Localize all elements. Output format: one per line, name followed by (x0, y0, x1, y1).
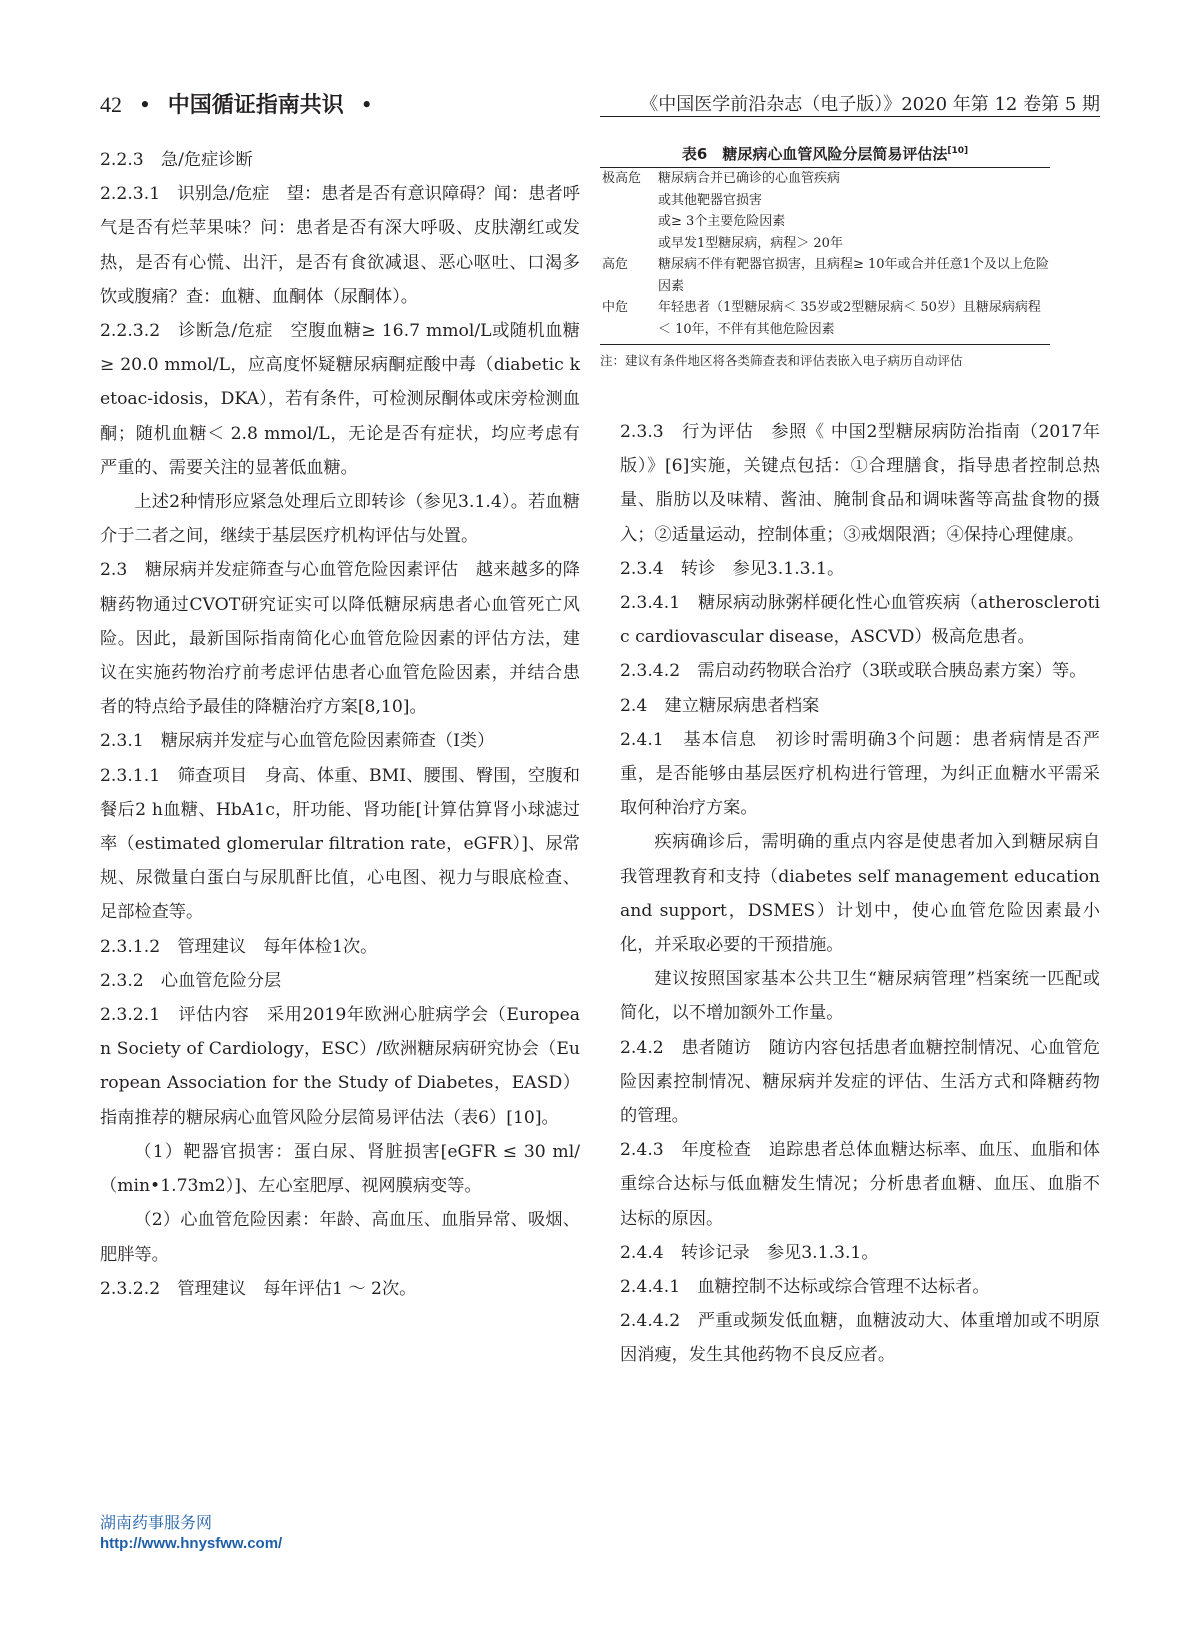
paragraph: 2.3.1.1 筛查项目 身高、体重、BMI、腰围、臀围，空腹和餐后2 h血糖、HbA1c，肝功能、肾功能[计算估算肾小球滤过率（estimated glomerular filtration rate，eGFR）]、尿常规、尿微量白蛋白与尿肌酐比值，心电图、视力与眼底检查、足部检查等。 (100, 765, 580, 923)
risk-description-line: 糖尿病合并已确诊的心血管疾病 (658, 171, 841, 186)
paragraph: 2.2.3.2 诊断急/危症 空腹血糖≥ 16.7 mmol/L或随机血糖≥ 20.0 mmol/L，应高度怀疑糖尿病酮症酸中毒（diabetic ketoac-idosis，DKA），若有条件，可检测尿酮体或床旁检测血酮；随机血糖＜ 2.8 mmol/L，无论是否有症状，均应考虑有严重的、需要关注的显著低血糖。 (100, 321, 580, 478)
paragraph: 2.2.3 急/危症诊断 (100, 150, 253, 170)
paragraph: 2.2.3.1 识别急/危症 望：患者是否有意识障碍？闻：患者呼气是否有烂苹果味？问：患者是否有深大呼吸、皮肤潮红或发热，是否有心慌、出汗，是否有食欲减退、恶心呕吐、口渴多饮或腹痛？查：血糖、血酮体（尿酮体）。 (100, 184, 580, 307)
table-body (600, 168, 1050, 340)
risk-level: 极高危 (602, 171, 642, 186)
paragraph: 2.3.4 转诊 参见3.1.3.1。 (620, 558, 845, 579)
table-row (600, 297, 1050, 340)
paragraph: 2.4.4.1 血糖控制不达标或综合管理不达标者。 (620, 1277, 990, 1298)
page-header (100, 88, 1100, 126)
risk-description (658, 168, 1050, 254)
footer-site-url[interactable]: http://www.hnysfww.com/ (100, 1535, 283, 1552)
table-bottom-rule (600, 344, 1050, 345)
paragraph: 2.3.1 糖尿病并发症与心血管危险因素筛查（Ⅰ类） (100, 731, 495, 752)
paragraph: 2.3.2.1 评估内容 采用2019年欧洲心脏病学会（European Society of Cardiology，ESC）/欧洲糖尿病研究协会（European Association for the Study of Diabetes，EASD）指南推荐的糖尿病心血管风险分层简易评估法（表6）[10]。 (100, 1005, 580, 1128)
footer-site-name: 湖南药事服务网 (100, 1515, 213, 1532)
paragraph: （2）心血管危险因素：年龄、高血压、血脂异常、吸烟、肥胖等。 (100, 1210, 580, 1265)
right-column (620, 415, 1100, 1373)
risk-level: 高危 (602, 257, 629, 272)
risk-description (658, 297, 1050, 340)
risk-description-line: 年轻患者（1型糖尿病＜ 35岁或2型糖尿病＜ 50岁）且糖尿病病程＜ 10年，不伴有其他危险因素 (658, 300, 1041, 337)
journal-info: 《中国医学前沿杂志（电子版）》2020 年第 12 卷第 5 期 (640, 94, 1100, 115)
table-title (600, 143, 1050, 165)
header-separator-1: • (138, 93, 152, 117)
paragraph: 2.4.3 年度检查 追踪患者总体血糖达标率、血压、血脂和体重综合达标与低血糖发生情况；分析患者血糖、血压、血脂不达标的原因。 (620, 1140, 1100, 1229)
paragraph: 2.4.4 转诊记录 参见3.1.3.1。 (620, 1242, 879, 1263)
header-left (100, 88, 383, 123)
risk-level: 中危 (602, 300, 629, 315)
paragraph: 2.3.2.2 管理建议 每年评估1 ～ 2次。 (100, 1278, 417, 1299)
paragraph: （1）靶器官损害：蛋白尿、肾脏损害[eGFR ≤ 30 ml/（min•1.73m2）]、左心室肥厚、视网膜病变等。 (100, 1141, 580, 1197)
journal-section: 中国循证指南共识 (167, 93, 344, 118)
page-number: 42 (100, 92, 122, 117)
table-note: 注：建议有条件地区将各类筛查表和评估表嵌入电子病历自动评估 (600, 353, 963, 368)
paragraph: 2.3.1.2 管理建议 每年体检1次。 (100, 936, 378, 957)
paragraph: 建议按照国家基本公共卫生“糖尿病管理”档案统一匹配或简化，以不增加额外工作量。 (620, 969, 1100, 1024)
paragraph: 2.4.1 基本信息 初诊时需明确3个问题：患者病情是否严重，是否能够由基层医疗机构进行管理，为纠正血糖水平需采取何种治疗方案。 (620, 729, 1100, 819)
table-row (600, 168, 1050, 254)
paragraph: 2.3.4.1 糖尿病动脉粥样硬化性心血管疾病（atherosclerotic cardiovascular disease，ASCVD）极高危患者。 (620, 593, 1100, 648)
table-6 (600, 143, 1050, 371)
left-column (100, 143, 580, 1306)
risk-description-line: 糖尿病不伴有靶器官损害，且病程≥ 10年或合并任意1个及以上危险因素 (658, 257, 1049, 294)
paragraph: 2.3.2 心血管危险分层 (100, 970, 282, 991)
paragraph: 2.4.4.2 严重或频发低血糖，血糖波动大、体重增加或不明原因消瘦，发生其他药物不良反应者。 (620, 1311, 1100, 1366)
paragraph: 2.3.4.2 需启动药物联合治疗（3联或联合胰岛素方案）等。 (620, 661, 1087, 682)
paragraph: 2.3.3 行为评估 参照《 中国2型糖尿病防治指南（2017年版）》[6]实施，关键点包括：①合理膳食，指导患者控制总热量、脂肪以及味精、酱油、腌制食品和调味酱等高盐食物的摄入；②适量运动，控制体重；③戒烟限酒；④保持心理健康。 (620, 422, 1100, 545)
risk-description-line: 或其他靶器官损害 (658, 192, 763, 208)
risk-description-line: 或≥ 3个主要危险因素 (658, 214, 786, 229)
page-footer (100, 1514, 282, 1554)
header-rule (600, 116, 1100, 117)
table-title-text: 表6 糖尿病心血管风险分层简易评估法 (681, 145, 948, 163)
paragraph: 2.3 糖尿病并发症筛查与心血管危险因素评估 越来越多的降糖药物通过CVOT研究证实可以降低糖尿病患者心血管死亡风险。因此，最新国际指南简化心血管危险因素的评估方法，建议在实施药物治疗前考虑评估患者心血管危险因素，并结合患者的特点给予最佳的降糖治疗方案[8,10]。 (100, 560, 580, 718)
table-title-ref: [10] (947, 146, 969, 156)
paragraph: 2.4 建立糖尿病患者档案 (620, 695, 820, 716)
risk-description-line: 或早发1型糖尿病，病程＞ 20年 (658, 235, 843, 251)
table-row (600, 254, 1050, 297)
paragraph: 2.4.2 患者随访 随访内容包括患者血糖控制情况、心血管危险因素控制情况、糖尿病并发症的评估、生活方式和降糖药物的管理。 (620, 1037, 1100, 1127)
paragraph: 上述2种情形应紧急处理后立即转诊（参见3.1.4）。若血糖介于二者之间，继续于基层医疗机构评估与处置。 (100, 492, 580, 547)
header-separator-2: • (360, 93, 373, 117)
risk-description (658, 254, 1050, 297)
paragraph: 疾病确诊后，需明确的重点内容是使患者加入到糖尿病自我管理教育和支持（diabetes self management education and support，DSMES）计划中，使心血管危险因素最小化，并采取必要的干预措施。 (620, 832, 1100, 956)
